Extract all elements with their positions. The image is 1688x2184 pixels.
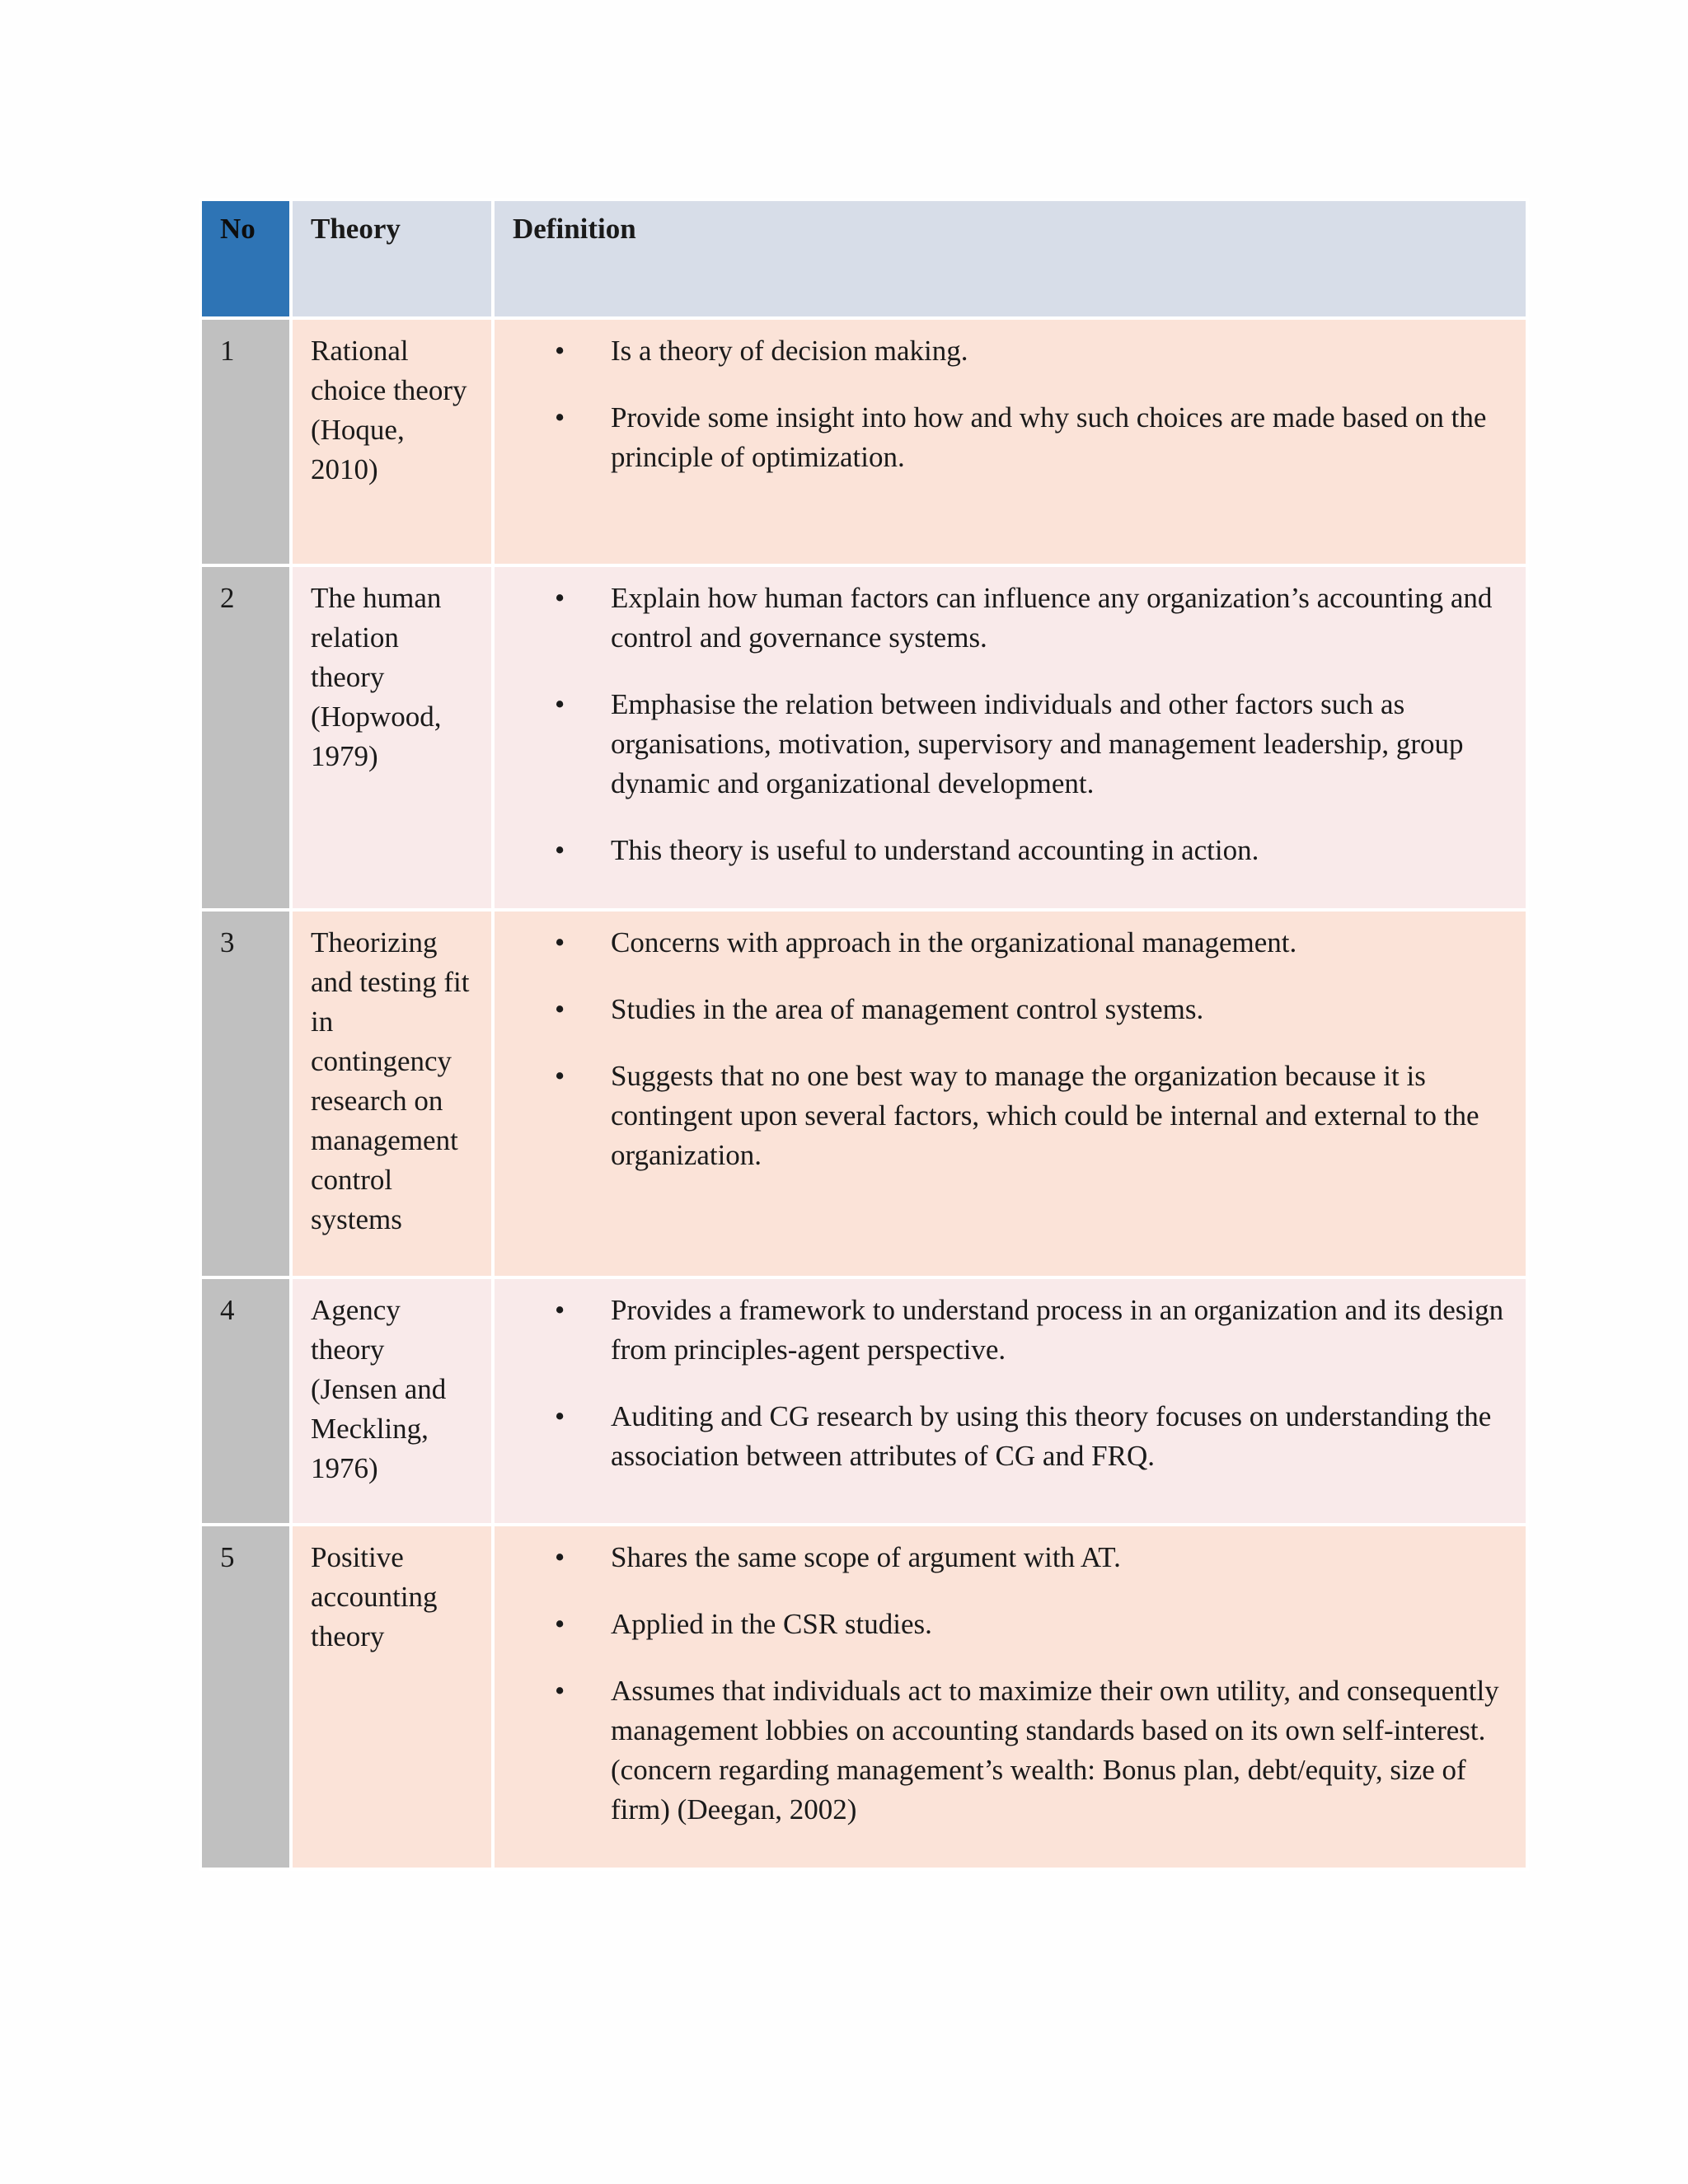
definition-text: Shares the same scope of argument with AT. [611,1541,1121,1573]
definition-text: Provide some insight into how and why such choices are made based on the principle of optimization. [611,401,1487,473]
definition-text: This theory is useful to understand accounting in action. [611,834,1259,866]
list-item [513,331,1507,371]
definition-cell [493,910,1527,1277]
definition-list [513,579,1507,870]
header-no: No [200,199,291,318]
definition-text: Provides a framework to understand process in an organization and its design from principles-agent perspective. [611,1294,1504,1366]
row-number: 5 [200,1525,291,1869]
definition-list [513,331,1507,477]
list-item [513,1057,1507,1175]
definition-cell [493,565,1527,910]
list-item [513,579,1507,658]
table-row [200,1525,1527,1869]
definition-cell [493,1525,1527,1869]
list-item [513,1605,1507,1644]
definition-list [513,1291,1507,1476]
bullet-icon: • [555,1060,565,1092]
header-row [200,199,1527,318]
table-body [200,318,1527,1869]
list-item [513,831,1507,870]
bullet-icon: • [555,1608,565,1640]
table-row [200,565,1527,910]
bullet-icon: • [555,582,565,614]
table-row [200,318,1527,565]
theory-name: The human relation theory (Hopwood, 1979) [291,565,493,910]
bullet-icon: • [555,335,565,367]
definition-text: Emphasise the relation between individuals and other factors such as organisations, motivation, supervisory and management leadership, group dynamic and organizational development. [611,688,1464,799]
bullet-icon: • [555,688,565,720]
list-item [513,1291,1507,1370]
definition-list [513,1538,1507,1830]
definition-text: Explain how human factors can influence any organization’s accounting and control and governance systems. [611,582,1493,654]
list-item [513,923,1507,963]
definition-text: Concerns with approach in the organizational management. [611,926,1297,958]
definition-cell [493,1277,1527,1525]
list-item [513,685,1507,804]
definition-list [513,923,1507,1175]
bullet-icon: • [555,1541,565,1573]
bullet-icon: • [555,401,565,434]
table-row [200,1277,1527,1525]
bullet-icon: • [555,993,565,1025]
row-number: 3 [200,910,291,1277]
theory-name: Agency theory (Jensen and Meckling, 1976) [291,1277,493,1525]
table-header [200,199,1527,318]
bullet-icon: • [555,1675,565,1707]
list-item [513,398,1507,477]
definition-text: Studies in the area of management control systems. [611,993,1204,1025]
definition-cell [493,318,1527,565]
definition-text: Suggests that no one best way to manage the organization because it is contingent upon several factors, which could be internal and external to the organization. [611,1060,1479,1171]
theory-table [199,198,1529,1871]
definition-text: Assumes that individuals act to maximize their own utility, and consequently management lobbies on accounting standards based on its own self-interest. (concern regarding management’s wealth: Bonus plan, debt/equity, size of firm) (Deegan, 2002) [611,1675,1499,1825]
definition-text: Applied in the CSR studies. [611,1608,932,1640]
list-item [513,990,1507,1029]
list-item [513,1671,1507,1830]
theory-name: Positive accounting theory [291,1525,493,1869]
list-item [513,1397,1507,1476]
definition-text: Auditing and CG research by using this theory focuses on understanding the association between attributes of CG and FRQ. [611,1400,1492,1472]
bullet-icon: • [555,1400,565,1432]
theory-name: Theorizing and testing fit in contingency research on management control systems [291,910,493,1277]
header-theory: Theory [291,199,493,318]
header-definition: Definition [493,199,1527,318]
row-number: 1 [200,318,291,565]
bullet-icon: • [555,926,565,958]
row-number: 2 [200,565,291,910]
row-number: 4 [200,1277,291,1525]
bullet-icon: • [555,834,565,866]
bullet-icon: • [555,1294,565,1326]
list-item [513,1538,1507,1577]
table-row [200,910,1527,1277]
theory-name: Rational choice theory (Hoque, 2010) [291,318,493,565]
definition-text: Is a theory of decision making. [611,335,968,367]
